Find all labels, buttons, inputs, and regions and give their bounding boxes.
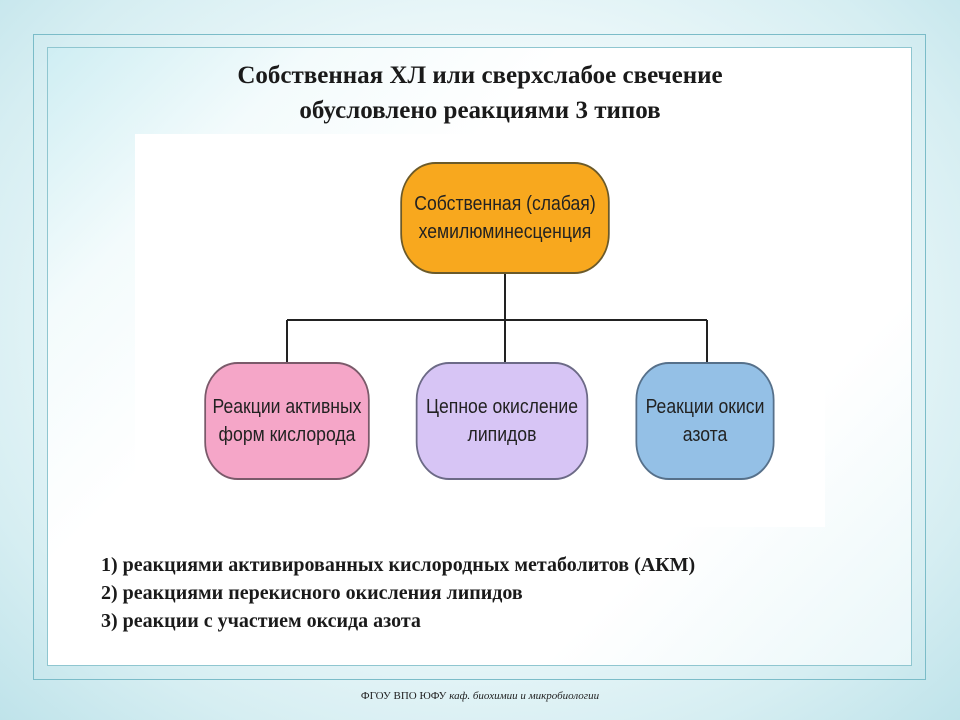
node-left-line-1: Реакции активных: [212, 396, 362, 418]
node-lipid-oxidation: [416, 362, 588, 480]
node-chemiluminescence: [400, 162, 609, 274]
node-right-line-2: азота: [682, 424, 728, 446]
node-reactive-oxygen: [204, 362, 369, 480]
footer: [0, 690, 960, 702]
reaction-list: [101, 551, 901, 635]
node-nitric-oxide: [635, 362, 774, 480]
node-mid-line-1: Цепное окисление: [425, 396, 579, 418]
footer-department: каф. биохимии и микробиологии: [449, 690, 600, 702]
footer-org: ФГОУ ВПО ЮФУ: [360, 690, 447, 702]
list-item: 1) реакциями активированных кислородных метаболитов (АКМ): [101, 554, 696, 576]
title-line-2: обусловлено реакциями 3 типов: [299, 97, 661, 124]
node-right-line-1: Реакции окиси: [645, 396, 765, 418]
list-item: 3) реакции с участием оксида азота: [101, 610, 421, 632]
title-line-1: Собственная ХЛ или сверхслабое свечение: [237, 62, 723, 89]
node-root-line-1: Собственная (слабая): [414, 193, 596, 215]
node-mid-line-2: липидов: [467, 424, 537, 446]
node-left-line-2: форм кислорода: [218, 424, 356, 446]
list-item: 2) реакциями перекисного окисления липидов: [101, 582, 523, 604]
node-root-line-2: хемилюминесценция: [418, 221, 592, 243]
